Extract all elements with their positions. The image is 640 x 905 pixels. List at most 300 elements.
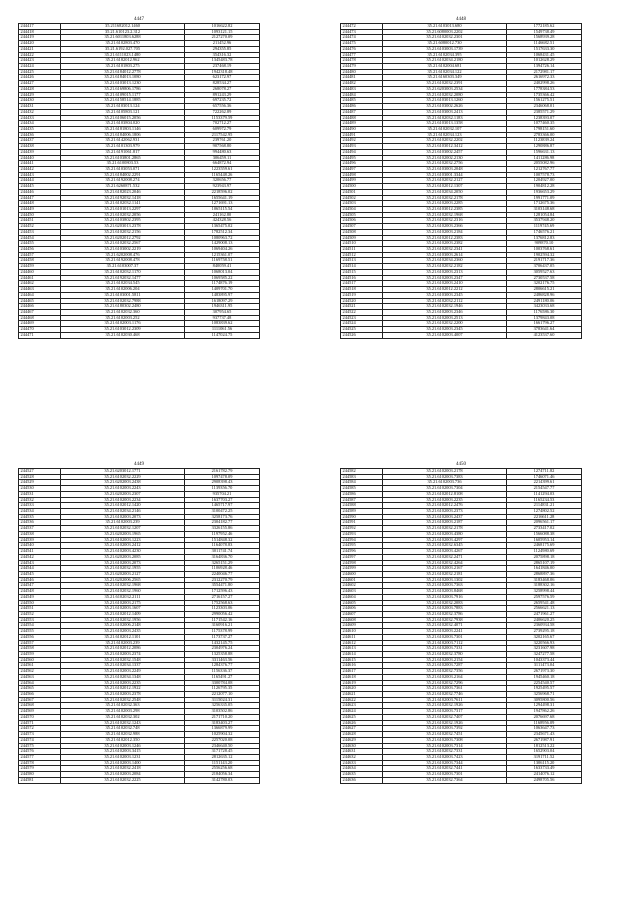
value-cell: 935704.21 <box>185 491 260 497</box>
row-id-cell: 244526 <box>341 332 383 338</box>
row-id-cell: 244545 <box>19 571 61 577</box>
row-id-cell: 244488 <box>341 115 383 121</box>
value-cell: 840059.41 <box>185 264 260 270</box>
value-cell: 2566621.13 <box>507 606 582 612</box>
value-cell: 2783366.00 <box>507 132 582 138</box>
value-cell: 1151143.20 <box>185 760 260 766</box>
coordinate-cell: 35.21.6101013.2297 <box>61 207 185 213</box>
value-cell: 1171542.16 <box>185 617 260 623</box>
value-cell: 1065115.54 <box>185 207 260 213</box>
row-id-cell: 244575 <box>19 743 61 749</box>
value-cell: 907568.80 <box>185 144 260 150</box>
value-cell: 2127270.09 <box>185 35 260 41</box>
coordinate-cell: 35.21.6101303.979 <box>61 144 185 150</box>
value-cell: 2360934.58 <box>507 623 582 629</box>
row-id-cell: 244432 <box>19 109 61 115</box>
value-cell: 1153379.59 <box>185 115 260 121</box>
coordinate-cell: 35.21.6102012.1409 <box>61 611 185 617</box>
coordinate-cell: 35.21.6102003.2178 <box>383 469 507 475</box>
row-id-cell: 244519 <box>341 292 383 298</box>
row-id-cell: 244579 <box>19 766 61 772</box>
row-id-cell: 244609 <box>341 623 383 629</box>
value-cell: 3171728.45 <box>185 749 260 755</box>
coordinate-cell: 35.21.6102003.2347 <box>383 275 507 281</box>
row-id-cell: 244508 <box>341 229 383 235</box>
data-table <box>340 23 582 339</box>
coordinate-cell: 35.21.6105803.121 <box>61 109 185 115</box>
row-id-cell: 244589 <box>341 509 383 515</box>
coordinate-cell: 35.21.6102032.2200 <box>383 321 507 327</box>
value-cell: 1946311.95 <box>185 304 260 310</box>
row-id-cell: 244570 <box>19 714 61 720</box>
value-cell: 2075898.18 <box>507 554 582 560</box>
value-cell: 307954.65 <box>185 309 260 315</box>
coordinate-cell: 35.21.6102032.2301 <box>383 35 507 41</box>
coordinate-cell: 35.21.6102003.2437 <box>383 514 507 520</box>
row-id-cell: 244618 <box>341 674 383 680</box>
coordinate-cell: 35.21.6080003.2202 <box>383 29 507 35</box>
row-id-cell: 244493 <box>341 144 383 150</box>
table-row <box>341 777 582 783</box>
coordinate-cell: 35.21.6103003.2614 <box>383 252 507 258</box>
row-id-cell: 244515 <box>341 269 383 275</box>
value-cell: 923943.97 <box>185 184 260 190</box>
value-cell: 1812513.22 <box>507 743 582 749</box>
value-cell: 994480.63 <box>185 149 260 155</box>
coordinate-cell: 35.21.6102003.298 <box>61 709 185 715</box>
coordinate-cell: 35.21.6103053.071 <box>61 166 185 172</box>
row-id-cell: 244559 <box>19 652 61 658</box>
coordinate-cell: 35.21.6102034.2180 <box>383 58 507 64</box>
row-id-cell: 244602 <box>341 583 383 589</box>
value-cell: 1394726.14 <box>507 64 582 70</box>
data-table <box>18 23 260 339</box>
coordinate-cell: 35.21.6184002.2291 <box>61 172 185 178</box>
row-id-cell: 244573 <box>19 732 61 738</box>
row-id-cell: 244429 <box>19 92 61 98</box>
value-cell: 2671987.91 <box>507 737 582 743</box>
row-id-cell: 244501 <box>341 189 383 195</box>
coordinate-cell: 35.21.6102003.2234 <box>61 497 185 503</box>
value-cell: 1366879.99 <box>185 726 260 732</box>
value-cell: 1618097.29 <box>185 298 260 304</box>
coordinate-cell: 35.21.6102003.2374 <box>61 652 185 658</box>
row-id-cell: 244628 <box>341 732 383 738</box>
value-cell: 354316.32 <box>185 52 260 58</box>
row-id-cell: 244522 <box>341 309 383 315</box>
coordinate-cell: 35.21.6109015.1177 <box>61 92 185 98</box>
coordinate-cell: 35.21.6102003.8468 <box>383 589 507 595</box>
coordinate-cell: 35.21.6102034.1337 <box>61 663 185 669</box>
value-cell: 3258173.76 <box>185 514 260 520</box>
coordinate-cell: 35.21.6103001.5811 <box>61 292 185 298</box>
coordinate-cell: 35.21.6102003.2187 <box>383 520 507 526</box>
coordinate-cell: 35.21.6102032.2182 <box>383 264 507 270</box>
row-id-cell: 244466 <box>19 304 61 310</box>
row-id-cell: 244566 <box>19 692 61 698</box>
coordinate-cell: 35.21.6192032.1477 <box>61 275 185 281</box>
value-cell: 1126795.35 <box>185 686 260 692</box>
row-id-cell: 244620 <box>341 686 383 692</box>
value-cell: 1012628.29 <box>507 58 582 64</box>
row-id-cell: 244477 <box>341 52 383 58</box>
coordinate-cell: 35.21.6102003.2412 <box>61 543 185 549</box>
row-id-cell: 244541 <box>19 549 61 555</box>
coordinate-cell: 35.21.6203013.2378 <box>61 224 185 230</box>
coordinate-cell: 35.21.6102003.2167 <box>383 566 507 572</box>
value-cell: 1712596.43 <box>185 589 260 595</box>
row-id-cell: 244534 <box>19 509 61 515</box>
coordinate-cell: 35.21.6103013.680 <box>383 24 507 30</box>
coordinate-cell: 35.21.6102032.1183 <box>383 115 507 121</box>
row-id-cell: 244538 <box>19 531 61 537</box>
value-cell: 1517633.30 <box>507 46 582 52</box>
row-id-cell: 244483 <box>341 86 383 92</box>
coordinate-cell: 35.21.6103802.2395 <box>61 218 185 224</box>
coordinate-cell: 35.21.6103013.1260 <box>383 98 507 104</box>
value-cell: 1735366.42 <box>507 92 582 98</box>
coordinate-cell: 35.21.6102003.1607 <box>61 606 185 612</box>
row-id-cell: 244489 <box>341 121 383 127</box>
row-id-cell: 244537 <box>19 526 61 532</box>
coordinate-cell: 35.21.6102034.123 <box>383 132 507 138</box>
value-cell: 1409701.70 <box>185 287 260 293</box>
row-id-cell: 244426 <box>19 75 61 81</box>
coordinate-cell: 35.21.6103013.1230 <box>61 81 185 87</box>
value-cell: 2257020.08 <box>185 737 260 743</box>
value-cell: 2117542.95 <box>185 132 260 138</box>
row-id-cell: 244543 <box>19 560 61 566</box>
coordinate-cell: 35.21.6102032.7356 <box>383 669 507 675</box>
value-cell: 1165448.26 <box>185 172 260 178</box>
row-id-cell: 244562 <box>19 669 61 675</box>
value-cell: 1111061.56 <box>185 327 260 333</box>
value-cell: 1652903.04 <box>507 749 582 755</box>
value-cell: 306459.11 <box>185 155 260 161</box>
row-id-cell: 244511 <box>341 247 383 253</box>
value-cell: 1146682.51 <box>507 41 582 47</box>
row-id-cell: 244454 <box>19 235 61 241</box>
row-id-cell: 244430 <box>19 98 61 104</box>
row-id-cell: 244546 <box>19 577 61 583</box>
row-id-cell: 244447 <box>19 195 61 201</box>
coordinate-cell: 35.21.6192.027.705 <box>61 46 185 52</box>
value-cell: 3256335.05 <box>185 703 260 709</box>
coordinate-cell: 35.21.6106015.2056 <box>61 115 185 121</box>
coordinate-cell: 35.21.6102012.2383 <box>383 235 507 241</box>
row-id-cell: 244500 <box>341 184 383 190</box>
value-cell: 2659541.48 <box>507 600 582 606</box>
value-cell: 1379843.08 <box>507 315 582 321</box>
row-id-cell: 244481 <box>341 75 383 81</box>
coordinate-cell: 35.21.6102032.2341 <box>383 247 507 253</box>
sheet-title: 4447 <box>134 17 144 22</box>
coordinate-cell: 35.21.6102003.2346 <box>383 309 507 315</box>
row-id-cell: 244619 <box>341 680 383 686</box>
row-id-cell: 244510 <box>341 241 383 247</box>
row-id-cell: 244550 <box>19 600 61 606</box>
value-cell: 2212077.10 <box>185 692 260 698</box>
coordinate-cell: 35.21.6102003.2382 <box>383 241 507 247</box>
coordinate-cell: 35.21.6260871.532 <box>61 184 185 190</box>
sheet-bottom-right <box>340 461 582 784</box>
value-cell: 1290886.87 <box>507 144 582 150</box>
row-id-cell: 244563 <box>19 674 61 680</box>
coordinate-cell: 35.21.6102003.1246 <box>61 743 185 749</box>
coordinate-cell: 35.21.6102003.2164 <box>383 674 507 680</box>
value-cell: 3202176.75 <box>507 281 582 287</box>
coordinate-cell: 35.21.6102003.2175 <box>61 600 185 606</box>
row-id-cell: 244560 <box>19 657 61 663</box>
coordinate-cell: 35.21.6102003.1176 <box>61 321 185 327</box>
coordinate-cell: 35.21.6102032.1956 <box>61 617 185 623</box>
value-cell: 722262.89 <box>185 109 260 115</box>
row-id-cell: 244612 <box>341 640 383 646</box>
row-id-cell: 244506 <box>341 218 383 224</box>
coordinate-cell: 35.21.6192032.1418 <box>61 195 185 201</box>
value-cell: 1119745.69 <box>507 224 582 230</box>
row-id-cell: 244468 <box>19 315 61 321</box>
value-cell: 239761.20 <box>185 138 260 144</box>
coordinate-cell: 35.211682012.1460 <box>61 24 185 30</box>
value-cell: 2730537.58 <box>507 275 582 281</box>
row-id-cell: 244452 <box>19 224 61 230</box>
value-cell: 1365475.02 <box>185 224 260 230</box>
value-cell: 3183403.27 <box>185 720 260 726</box>
coordinate-cell: 35.21.6102003.7363 <box>383 583 507 589</box>
value-cell: 1097478.09 <box>185 474 260 480</box>
coordinate-cell: 35.21.6102032.1926 <box>383 720 507 726</box>
value-cell: 3256968.71 <box>507 692 582 698</box>
value-cell: 3247277.58 <box>507 652 582 658</box>
value-cell: 2491180.06 <box>507 298 582 304</box>
coordinate-cell: 35.21.6160303.349 <box>383 75 507 81</box>
value-cell: 1077460.35 <box>507 121 582 127</box>
value-cell: 3326155.86 <box>185 526 260 532</box>
value-cell: 3095800.56 <box>507 697 582 703</box>
data-table <box>18 468 260 784</box>
coordinate-cell: 35.21.6102003.7301 <box>383 772 507 778</box>
coordinate-cell: 35.21.6102032.2178 <box>383 526 507 532</box>
coordinate-cell: 35.21.6102032.2127 <box>383 178 507 184</box>
coordinate-cell: 35.21.6102003.1231 <box>61 754 185 760</box>
coordinate-cell: 35.21.6102003.2285 <box>383 201 507 207</box>
row-id-cell: 244588 <box>341 503 383 509</box>
coordinate-cell: 35.21.6102032.1207 <box>61 526 185 532</box>
coordinate-cell: 35.21.6102012.1922 <box>61 686 185 692</box>
coordinate-cell: 35.21.6102003.1302 <box>383 577 507 583</box>
value-cell: 2402998.26 <box>507 81 582 87</box>
value-cell: 1782512.34 <box>185 229 260 235</box>
value-cell: 2385571.29 <box>507 109 582 115</box>
coordinate-cell: 35.21.6102034.122 <box>383 69 507 75</box>
coordinate-cell: 35.21.6102032.2418 <box>61 766 185 772</box>
row-id-cell: 244431 <box>19 104 61 110</box>
value-cell: 1746576.21 <box>507 229 582 235</box>
row-id-cell: 244421 <box>19 46 61 52</box>
row-id-cell: 244604 <box>341 594 383 600</box>
row-id-cell: 244565 <box>19 686 61 692</box>
row-id-cell: 244437 <box>19 138 61 144</box>
value-cell: 1176586.30 <box>507 309 582 315</box>
value-cell: 609972.79 <box>185 126 260 132</box>
coordinate-cell: 35.21.6102032.107 <box>383 126 507 132</box>
row-id-cell: 244417 <box>19 24 61 30</box>
value-cell: 2240046.77 <box>185 571 260 577</box>
row-id-cell: 244516 <box>341 275 383 281</box>
coordinate-cell: 35.21.6192008.478 <box>61 258 185 264</box>
row-id-cell: 244601 <box>341 577 383 583</box>
coordinate-cell: 35.21.6103012.2385 <box>383 207 507 213</box>
value-cell: 1169758.51 <box>185 258 260 264</box>
row-id-cell: 244458 <box>19 258 61 264</box>
row-id-cell: 244603 <box>341 589 383 595</box>
value-cell: 2468175.69 <box>507 543 582 549</box>
coordinate-cell: 35.21.6102003.2073 <box>61 514 185 520</box>
coordinate-cell: 35.21.6102003.7916 <box>383 594 507 600</box>
coordinate-cell: 35.21.6111023.1480 <box>61 52 185 58</box>
row-id-cell: 244586 <box>341 491 383 497</box>
value-cell: 1925495.57 <box>507 686 582 692</box>
value-cell: 2114831.21 <box>507 503 582 509</box>
row-id-cell: 244577 <box>19 754 61 760</box>
coordinate-cell: 35.21.6103003.1739 <box>383 46 507 52</box>
coordinate-cell: 35.21.6102032.988 <box>61 732 185 738</box>
coordinate-cell: 35.21.6102003.2154 <box>383 657 507 663</box>
row-id-cell: 244448 <box>19 201 61 207</box>
coordinate-cell: 35.21.6102006.204 <box>61 287 185 293</box>
value-cell: 623172.97 <box>185 75 260 81</box>
row-id-cell: 244547 <box>19 583 61 589</box>
row-id-cell: 244439 <box>19 149 61 155</box>
coordinate-cell: 35.21.6142062.931 <box>61 138 185 144</box>
row-id-cell: 244626 <box>341 720 383 726</box>
value-cell: 1003768.61 <box>507 247 582 253</box>
value-cell: 1746071.46 <box>507 474 582 480</box>
row-id-cell: 244434 <box>19 121 61 127</box>
value-cell: 2216611.28 <box>507 514 582 520</box>
row-id-cell: 244597 <box>341 554 383 560</box>
row-id-cell: 244443 <box>19 172 61 178</box>
row-id-cell: 244557 <box>19 640 61 646</box>
row-id-cell: 244513 <box>341 258 383 264</box>
value-cell: 2716157.27 <box>185 594 260 600</box>
value-cell: 1945460.18 <box>507 674 582 680</box>
coordinate-cell: 35.21.6102003.7344 <box>383 760 507 766</box>
row-id-cell: 244616 <box>341 663 383 669</box>
value-cell: 1139356.70 <box>185 486 260 492</box>
coordinate-cell: 35.21.6102032.2471 <box>383 554 507 560</box>
row-id-cell: 244512 <box>341 252 383 258</box>
coordinate-cell: 35.21.6103013.1358 <box>383 121 507 127</box>
row-id-cell: 244552 <box>19 611 61 617</box>
row-id-cell: 244418 <box>19 29 61 35</box>
row-id-cell: 244462 <box>19 281 61 287</box>
row-id-cell: 244444 <box>19 178 61 184</box>
value-cell: 1173737.27 <box>185 634 260 640</box>
value-cell: 1223559.61 <box>185 166 260 172</box>
value-cell: 1069585.22 <box>185 275 260 281</box>
row-id-cell: 244514 <box>341 264 383 270</box>
coordinate-cell: 35.21.6102032.7296 <box>383 680 507 686</box>
value-cell: 1605953.14 <box>507 537 582 543</box>
row-id-cell: 244467 <box>19 309 61 315</box>
coordinate-cell: 35.21.6103002.2457 <box>383 149 507 155</box>
row-id-cell: 244564 <box>19 680 61 686</box>
row-id-cell: 244530 <box>19 486 61 492</box>
coordinate-cell: 35.21.6102032.4071 <box>383 623 507 629</box>
value-cell: 3300784.08 <box>185 680 260 686</box>
value-cell: 1641846.00 <box>507 566 582 572</box>
row-id-cell: 244539 <box>19 537 61 543</box>
row-id-cell: 244632 <box>341 754 383 760</box>
coordinate-cell: 35.21.6102012.1307 <box>383 184 507 190</box>
coordinate-cell: 35.21.6202012.2792 <box>61 235 185 241</box>
value-cell: 1411286.98 <box>507 155 582 161</box>
coordinate-cell: 35.21.6203012.1771 <box>61 469 185 475</box>
coordinate-cell: 35.21.6102032.2567 <box>61 241 185 247</box>
value-cell: 1655641.19 <box>185 195 260 201</box>
row-id-cell: 244634 <box>341 766 383 772</box>
row-id-cell: 244542 <box>19 554 61 560</box>
row-id-cell: 244504 <box>341 207 383 213</box>
row-id-cell: 244621 <box>341 692 383 698</box>
value-cell: 2486828.96 <box>507 292 582 298</box>
row-id-cell: 244498 <box>341 172 383 178</box>
coordinate-cell: 35.21.6102032.7746 <box>383 692 507 698</box>
table-row <box>19 332 260 338</box>
value-cell: 1168956.09 <box>507 720 582 726</box>
coordinate-cell: 35.21.6011803.6288 <box>61 35 185 41</box>
row-id-cell: 244635 <box>341 772 383 778</box>
value-cell: 3231607.98 <box>507 646 582 652</box>
value-cell: 657556.36 <box>185 104 260 110</box>
row-id-cell: 244459 <box>19 264 61 270</box>
row-id-cell: 244457 <box>19 252 61 258</box>
value-cell: 2414076.12 <box>507 772 582 778</box>
row-id-cell: 244569 <box>19 709 61 715</box>
coordinate-cell: 35.21.6102003.1223 <box>61 537 185 543</box>
row-id-cell: 244480 <box>341 69 383 75</box>
row-id-cell: 244474 <box>341 35 383 41</box>
value-cell: 2990056.42 <box>185 611 260 617</box>
row-id-cell: 244549 <box>19 594 61 600</box>
row-id-cell: 244624 <box>341 709 383 715</box>
row-id-cell: 244449 <box>19 207 61 213</box>
coordinate-cell: 35.21.6103012.3412 <box>383 144 507 150</box>
coordinate-cell: 35.21.6102012.2476 <box>383 503 507 509</box>
value-cell: 237468.19 <box>185 64 260 70</box>
row-id-cell: 244554 <box>19 623 61 629</box>
value-cell: 2055082.96 <box>507 161 582 167</box>
value-cell: 2076697.68 <box>507 714 582 720</box>
coordinate-cell: 35.21.6202006.2565 <box>61 577 185 583</box>
row-id-cell: 244436 <box>19 132 61 138</box>
row-id-cell: 244533 <box>19 503 61 509</box>
value-cell: 2556256.68 <box>185 766 260 772</box>
coordinate-cell: 35.21.6102003.7308 <box>383 737 507 743</box>
value-cell: 1429008.13 <box>185 241 260 247</box>
value-cell: 2616972.33 <box>507 75 582 81</box>
coordinate-cell: 35.21.6102032.2080 <box>383 92 507 98</box>
coordinate-cell: 35.21.6102003.7287 <box>383 663 507 669</box>
value-cell: 1306115.20 <box>507 760 582 766</box>
row-id-cell: 244613 <box>341 646 383 652</box>
value-cell: 320656.77 <box>185 178 260 184</box>
value-cell: 2908398.43 <box>185 480 260 486</box>
row-id-cell: 244567 <box>19 697 61 703</box>
coordinate-cell: 35.21.6102003.4380 <box>383 531 507 537</box>
